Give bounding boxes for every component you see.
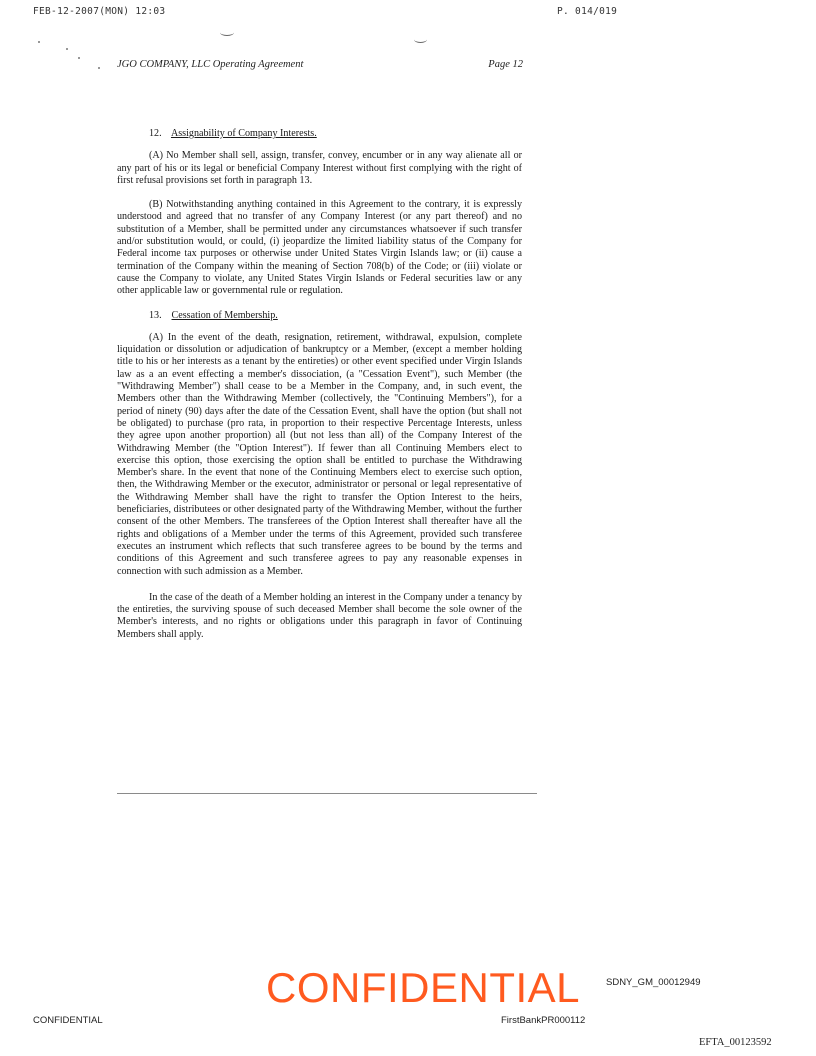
scan-speck	[98, 67, 100, 69]
document-body	[117, 128, 522, 653]
scan-smudge	[414, 36, 427, 43]
scan-speck	[38, 41, 40, 43]
section-number: 12.	[149, 128, 162, 139]
scan-smudge	[220, 29, 234, 36]
page-divider-line	[117, 793, 537, 794]
section-number: 13.	[149, 309, 162, 321]
fax-transmission-date: FEB-12-2007(MON) 12:03	[33, 6, 166, 17]
paragraph: (A) No Member shall sell, assign, transfer, convey, encumber or in any way alienate all or any part of his or its legal or beneficial Company Interest without first complying with the right of first refusal provisions set forth in paragraph 13.	[117, 150, 522, 186]
section-heading	[149, 310, 522, 322]
section-12	[117, 128, 522, 298]
paragraph: In the case of the death of a Member holding an interest in the Company under a tenancy by the entireties, the surviving spouse of such deceased Member shall become the sole owner of the Member's interests, and no rights or obligations under this paragraph in favor of Continuing Members shall apply.	[117, 591, 522, 640]
fax-header	[0, 6, 816, 20]
fax-page-count: P. 014/019	[557, 6, 618, 17]
paragraph: (B) Notwithstanding anything contained in this Agreement to the contrary, it is expressly understood and agreed that no transfer of any Company Interest (or any part thereof) and no substitution of a Member, shall be permitted under any circumstances whatsoever if such transfer and/or substitution would, or could, (i) jeopardize the limited liability status of the Company for Federal income tax purposes or otherwise under United States Virgin Islands law; or (ii) cause a termination of the Company within the meaning of Section 708(b) of the Code; or (iii) violate or cause the Company to violate, any United States Virgin Islands or Federal securities law or any other applicable law or governmental rule or regulation.	[117, 199, 522, 297]
section-title: Cessation of Membership.	[171, 309, 278, 321]
page-number: Page 12	[488, 59, 523, 70]
section-13	[117, 310, 522, 641]
scan-speck	[66, 48, 68, 50]
bates-number: FirstBankPR000112	[501, 1015, 586, 1026]
section-heading	[149, 128, 522, 140]
confidential-label: CONFIDENTIAL	[33, 1015, 103, 1026]
sdny-document-id: SDNY_GM_00012949	[606, 977, 701, 988]
document-title: JGO COMPANY, LLC Operating Agreement	[117, 59, 304, 70]
efta-number: EFTA_00123592	[699, 1037, 772, 1048]
section-title: Assignability of Company Interests.	[170, 128, 317, 139]
scan-speck	[78, 57, 80, 59]
confidential-stamp: CONFIDENTIAL	[266, 964, 581, 1011]
paragraph: (A) In the event of the death, resignation, retirement, withdrawal, expulsion, complete liquidation or dissolution or adjudication of bankruptcy or a Member, (except a member holding title to his or her interests as a tenant by the entireties) or other event specified under Virgin Islands law as a an event effecting a member's dissociation, (a "Cessation Event"), such Member (the "Withdrawing Member") shall cease to be a Member in the Company, and, in such event, the Members other than the Withdrawing Member (collectively, the "Continuing Members"), for a period of ninety (90) days after the date of the Cessation Event, shall have the option (but shall not be obligated) to purchase (pro rata, in proportion to their respective Percentage Interests, unless they agree upon another proportion) all (but not less than all) of the Company Interest of the Withdrawing Member (the "Option Interest"). If fewer than all Continuing Members elect to exercise this option, those exercising the option shall be entitled to purchase the Withdrawing Member's share. In the event that none of the Continuing Members elect to exercise such option, then, the Withdrawing Member or the executor, administrator or personal or legal representative of the Withdrawing Member shall have the right to transfer the Option Interest to the heirs, beneficiaries, distributees or other designated party of the Withdrawing Member, without the further consent of the other Members. The transferees of the Option Interest shall thereafter have all the rights and obligations of a Member under the terms of this Agreement, provided such transferee executes an instrument which reflects that such transferee agrees to be bound by the terms and conditions of this Agreement and such transferee agrees to pay any reasonable expenses in connection with such admission as a Member.	[117, 331, 522, 577]
